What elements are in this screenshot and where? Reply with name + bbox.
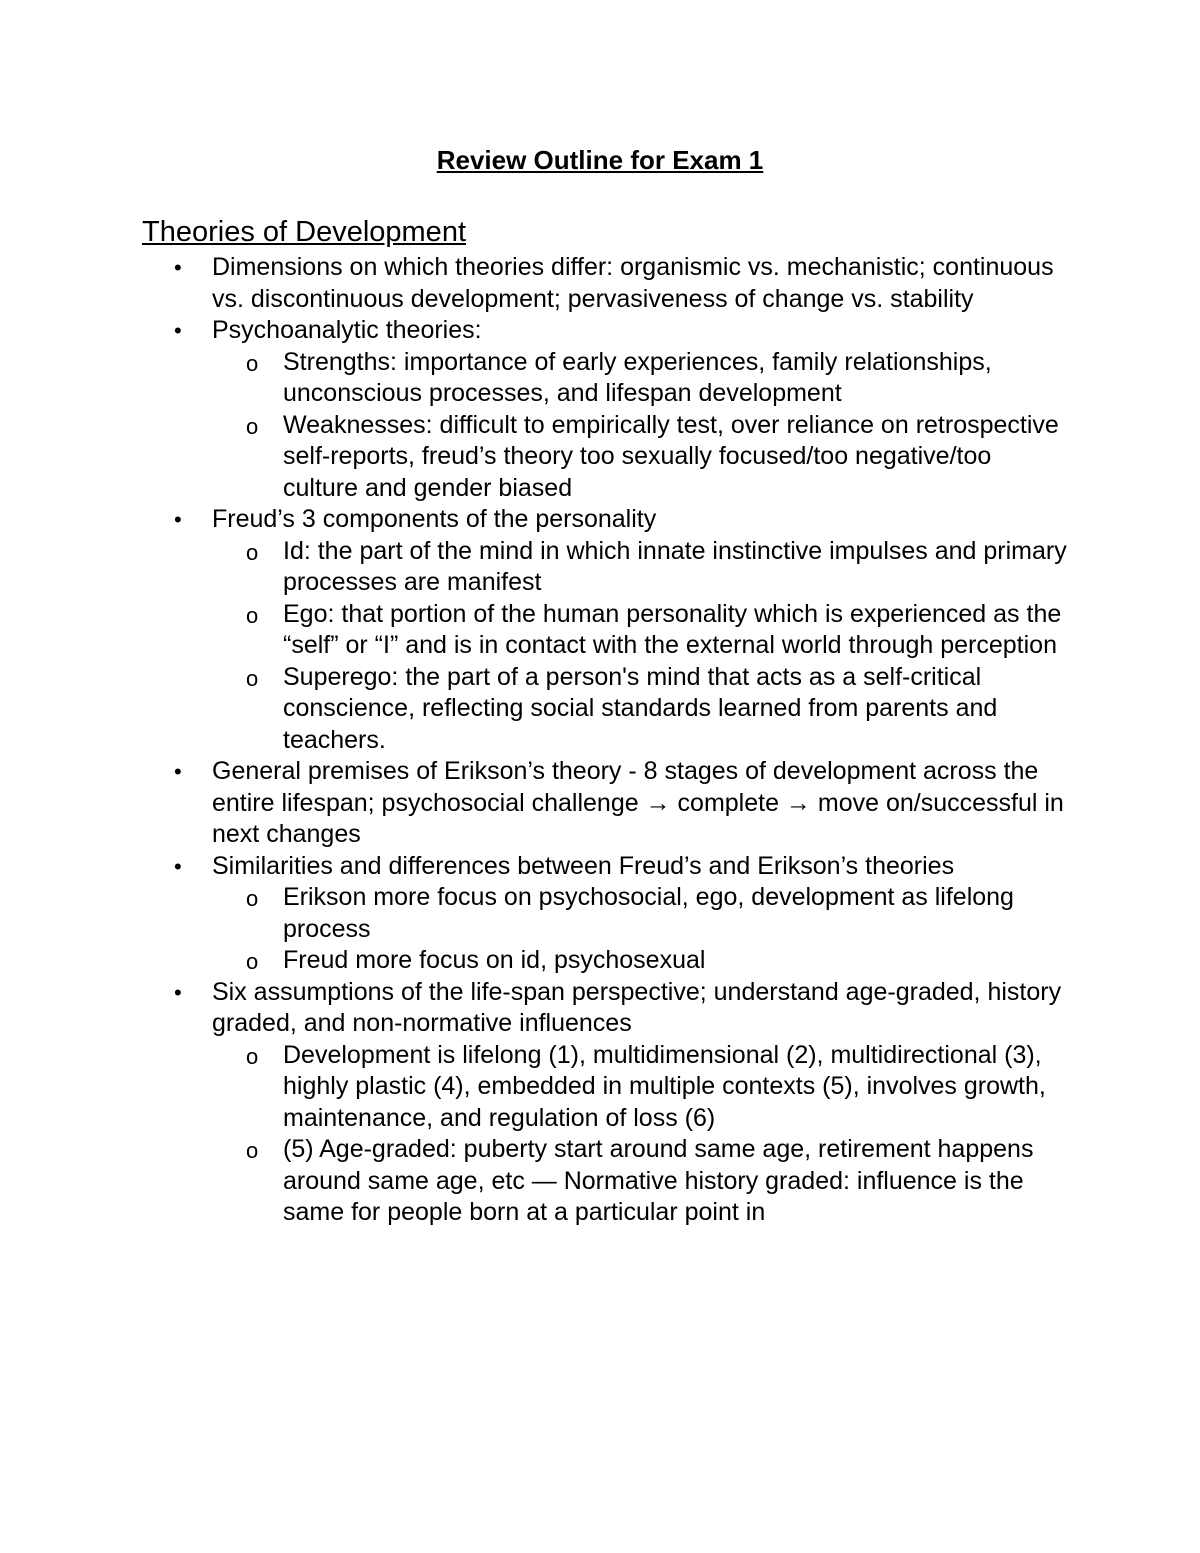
section-heading: Theories of Development xyxy=(142,216,466,248)
bullet-text: Similarities and differences between Freud’s and Erikson’s theories xyxy=(212,851,955,880)
bullet-list xyxy=(0,252,1200,1229)
sub-marker: o xyxy=(246,602,259,628)
sub-marker: o xyxy=(246,413,259,439)
sub-marker: o xyxy=(246,665,259,691)
sub-item xyxy=(212,347,1070,410)
bullet-text: Psychoanalytic theories: xyxy=(212,316,482,344)
bullet-item xyxy=(0,851,1200,977)
sub-list xyxy=(212,536,1070,757)
sub-text: Superego: the part of a person's mind that acts as a self-critical conscience, reflecting social standards learned from parents and teachers. xyxy=(283,662,998,754)
sub-marker: o xyxy=(246,1043,259,1069)
sub-list xyxy=(212,347,1070,505)
sub-text: Erikson more focus on psychosocial, ego, development as lifelong process xyxy=(283,883,1014,943)
sub-item xyxy=(212,662,1070,757)
sub-item xyxy=(212,1134,1070,1229)
sub-text: Strengths: importance of early experiences, family relationships, unconscious processes, and lifespan development xyxy=(283,347,992,407)
bullet-text: Dimensions on which theories differ: organismic vs. mechanistic; continuous vs. discontinuous development; pervasiveness of change vs. stability xyxy=(212,253,1054,313)
sub-marker: o xyxy=(246,949,259,974)
sub-text: Weaknesses: difficult to empirically test, over reliance on retrospective self-reports, freud’s theory too sexually focused/too negative/too culture and gender biased xyxy=(283,410,1059,502)
sub-item xyxy=(212,599,1070,662)
bullet-text: General premises of Erikson’s theory - 8 stages of development across the entire lifespan; psychosocial challenge → complete → move on/successful in next changes xyxy=(212,757,1064,848)
bullet-marker: • xyxy=(174,759,182,784)
bullet-marker: • xyxy=(174,979,182,1005)
bullet-item xyxy=(0,977,1200,1229)
sub-item xyxy=(212,945,1070,977)
sub-list xyxy=(212,882,1070,977)
bullet-marker: • xyxy=(174,255,182,280)
sub-marker: o xyxy=(246,1138,259,1163)
sub-item xyxy=(212,1040,1070,1135)
bullet-item xyxy=(0,252,1200,315)
bullet-item xyxy=(0,315,1200,504)
sub-list xyxy=(212,1040,1070,1229)
bullet-text: Freud’s 3 components of the personality xyxy=(212,505,657,533)
bullet-marker: • xyxy=(174,853,182,879)
sub-item xyxy=(212,410,1070,505)
bullet-text: Six assumptions of the life-span perspective; understand age-graded, history graded, and non-normative influences xyxy=(212,977,1062,1037)
sub-text: Id: the part of the mind in which innate instinctive impulses and primary processes are manifest xyxy=(283,536,1067,596)
sub-text: Freud more focus on id, psychosexual xyxy=(283,946,706,974)
sub-item xyxy=(212,536,1070,599)
bullet-item xyxy=(0,756,1200,851)
sub-marker: o xyxy=(246,539,259,565)
bullet-marker: • xyxy=(174,318,182,343)
sub-marker: o xyxy=(246,350,259,376)
sub-text: Ego: that portion of the human personality which is experienced as the “self” or “I” and is in contact with the external world through perception xyxy=(283,599,1062,659)
page-title: Review Outline for Exam 1 xyxy=(436,145,764,175)
sub-text: Development is lifelong (1), multidimensional (2), multidirectional (3), highly plastic (4), embedded in multiple contexts (5), involves growth, maintenance, and regulation of loss (6) xyxy=(283,1040,1046,1132)
sub-text: (5) Age-graded: puberty start around same age, retirement happens around same age, etc — Normative history graded: influence is the same for people born at a particular point in xyxy=(283,1135,1034,1226)
sub-item xyxy=(212,882,1070,945)
sub-marker: o xyxy=(246,886,259,911)
bullet-marker: • xyxy=(174,507,182,532)
bullet-item xyxy=(0,504,1200,756)
